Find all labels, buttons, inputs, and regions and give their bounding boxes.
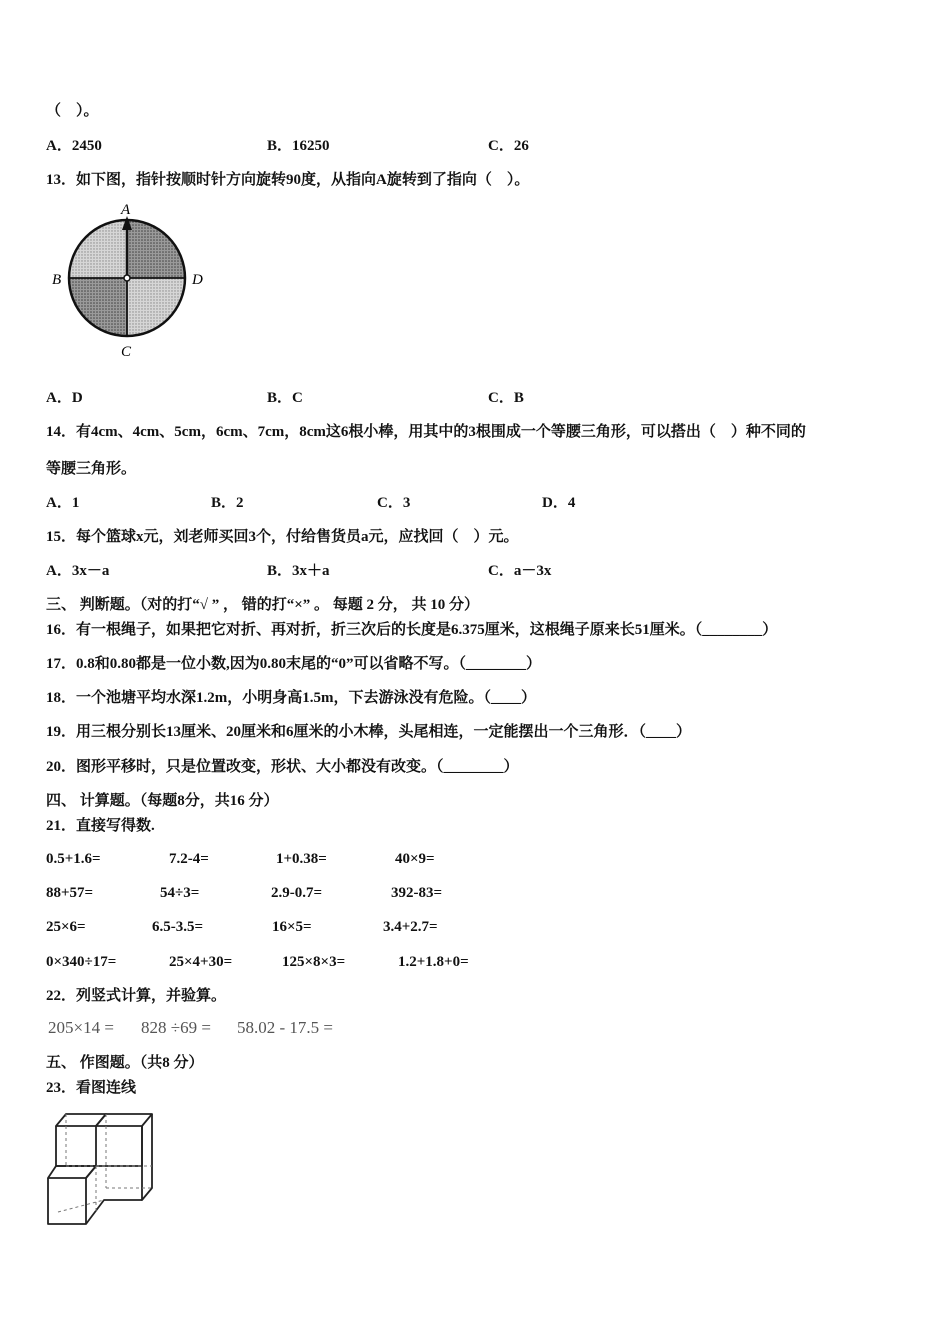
dial-label-a: A <box>121 202 131 218</box>
calc-item: 125×8×3= <box>282 954 346 970</box>
calc-item: 88+57= <box>46 885 94 901</box>
vertical-calc-item: 205×14 = <box>48 1018 114 1037</box>
q12-option-a[interactable]: A．2450 <box>46 138 102 154</box>
cube-step-top <box>48 1166 96 1178</box>
dial-label-c: C <box>121 344 132 360</box>
cube-upper-front <box>56 1126 142 1166</box>
q14-option-d[interactable]: D．4 <box>542 495 576 511</box>
section-5-title: 五、 作图题。（共8 分） <box>46 1055 204 1071</box>
judge-q20[interactable]: 20．图形平移时，只是位置改变，形状、大小都没有改变。（________） <box>46 759 519 775</box>
q14-option-a[interactable]: A．1 <box>46 495 80 511</box>
vertical-calc-item: 58.02 - 17.5 = <box>237 1018 333 1037</box>
judge-q19[interactable]: 19．用三根分别长13厘米、20厘米和6厘米的小木棒，头尾相连，一定能摆出一个三角形．（____） <box>46 724 692 740</box>
calc-item: 16×5= <box>272 919 312 935</box>
q21-text: 21．直接写得数. <box>46 818 155 834</box>
q23-text: 23．看图连线 <box>46 1080 137 1096</box>
q14-text-line2: 等腰三角形。 <box>46 461 137 477</box>
judge-q17[interactable]: 17．0.8和0.80都是一位小数,因为0.80末尾的“0”可以省略不写。（________） <box>46 656 542 672</box>
calc-item: 54÷3= <box>160 885 200 901</box>
calc-item: 25×6= <box>46 919 86 935</box>
q15-text: 15．每个篮球x元，刘老师买回3个，付给售货员a元，应找回（ ）元。 <box>46 529 519 545</box>
q15-option-a[interactable]: A．3x－a <box>46 563 110 579</box>
calc-item: 1+0.38= <box>276 851 327 867</box>
q15-option-b[interactable]: B．3x＋a <box>267 563 330 579</box>
judge-q16[interactable]: 16．有一根绳子，如果把它对折、再对折，折三次后的长度是6.375厘米，这根绳子原来长51厘米。（________） <box>46 622 778 638</box>
calc-item: 0.5+1.6= <box>46 851 101 867</box>
dial-center <box>124 275 130 281</box>
q13-option-a[interactable]: A．D <box>46 390 83 406</box>
calc-item: 2.9-0.7= <box>271 885 323 901</box>
calc-item: 392-83= <box>391 885 443 901</box>
calc-item: 3.4+2.7= <box>383 919 438 935</box>
q13-text: 13．如下图，指针按顺时针方向旋转90度，从指向A旋转到了指向（ ）。 <box>46 172 530 188</box>
cube-lower-right <box>86 1200 142 1224</box>
q12-option-c[interactable]: C．26 <box>488 138 529 154</box>
q22-text: 22．列竖式计算，并验算。 <box>46 988 227 1004</box>
q13-option-b[interactable]: B．C <box>267 390 303 406</box>
q12-tail: （ ）。 <box>46 103 99 119</box>
judge-q18[interactable]: 18．一个池塘平均水深1.2m，小明身高1.5m，下去游泳没有危险。（____） <box>46 690 536 706</box>
cube-lower-top-edge <box>86 1166 96 1178</box>
calc-item: 6.5-3.5= <box>152 919 204 935</box>
q14-option-c[interactable]: C．3 <box>377 495 411 511</box>
cube-lower-front <box>48 1178 86 1224</box>
section-4-title: 四、 计算题。（每题8分，共16 分） <box>46 793 279 809</box>
calc-item: 7.2-4= <box>169 851 209 867</box>
q13-dial-figure <box>42 200 212 360</box>
cube-top-face-right <box>96 1114 152 1126</box>
section-3-title: 三、 判断题。（对的打“√ ” ， 错的打“×” 。 每题 2 分， 共 10 分） <box>46 597 480 613</box>
dial-label-b: B <box>52 272 62 288</box>
q15-option-c[interactable]: C．a－3x <box>488 563 552 579</box>
q13-option-c[interactable]: C．B <box>488 390 524 406</box>
calc-item: 0×340÷17= <box>46 954 117 970</box>
calc-item: 40×9= <box>395 851 435 867</box>
q12-option-b[interactable]: B．16250 <box>267 138 330 154</box>
vertical-calc-item: 828 ÷69 = <box>141 1018 211 1037</box>
calc-item: 25×4+30= <box>169 954 233 970</box>
cube-right-side <box>142 1114 152 1200</box>
q23-cube-figure <box>44 1106 164 1236</box>
q14-text-line1: 14．有4cm、4cm、5cm，6cm、7cm，8cm这6根小棒，用其中的3根围成一个等腰三角形，可以搭出（ ）种不同的 <box>46 424 806 440</box>
q14-option-b[interactable]: B．2 <box>211 495 244 511</box>
calc-item: 1.2+1.8+0= <box>398 954 469 970</box>
dial-label-d: D <box>192 272 203 288</box>
